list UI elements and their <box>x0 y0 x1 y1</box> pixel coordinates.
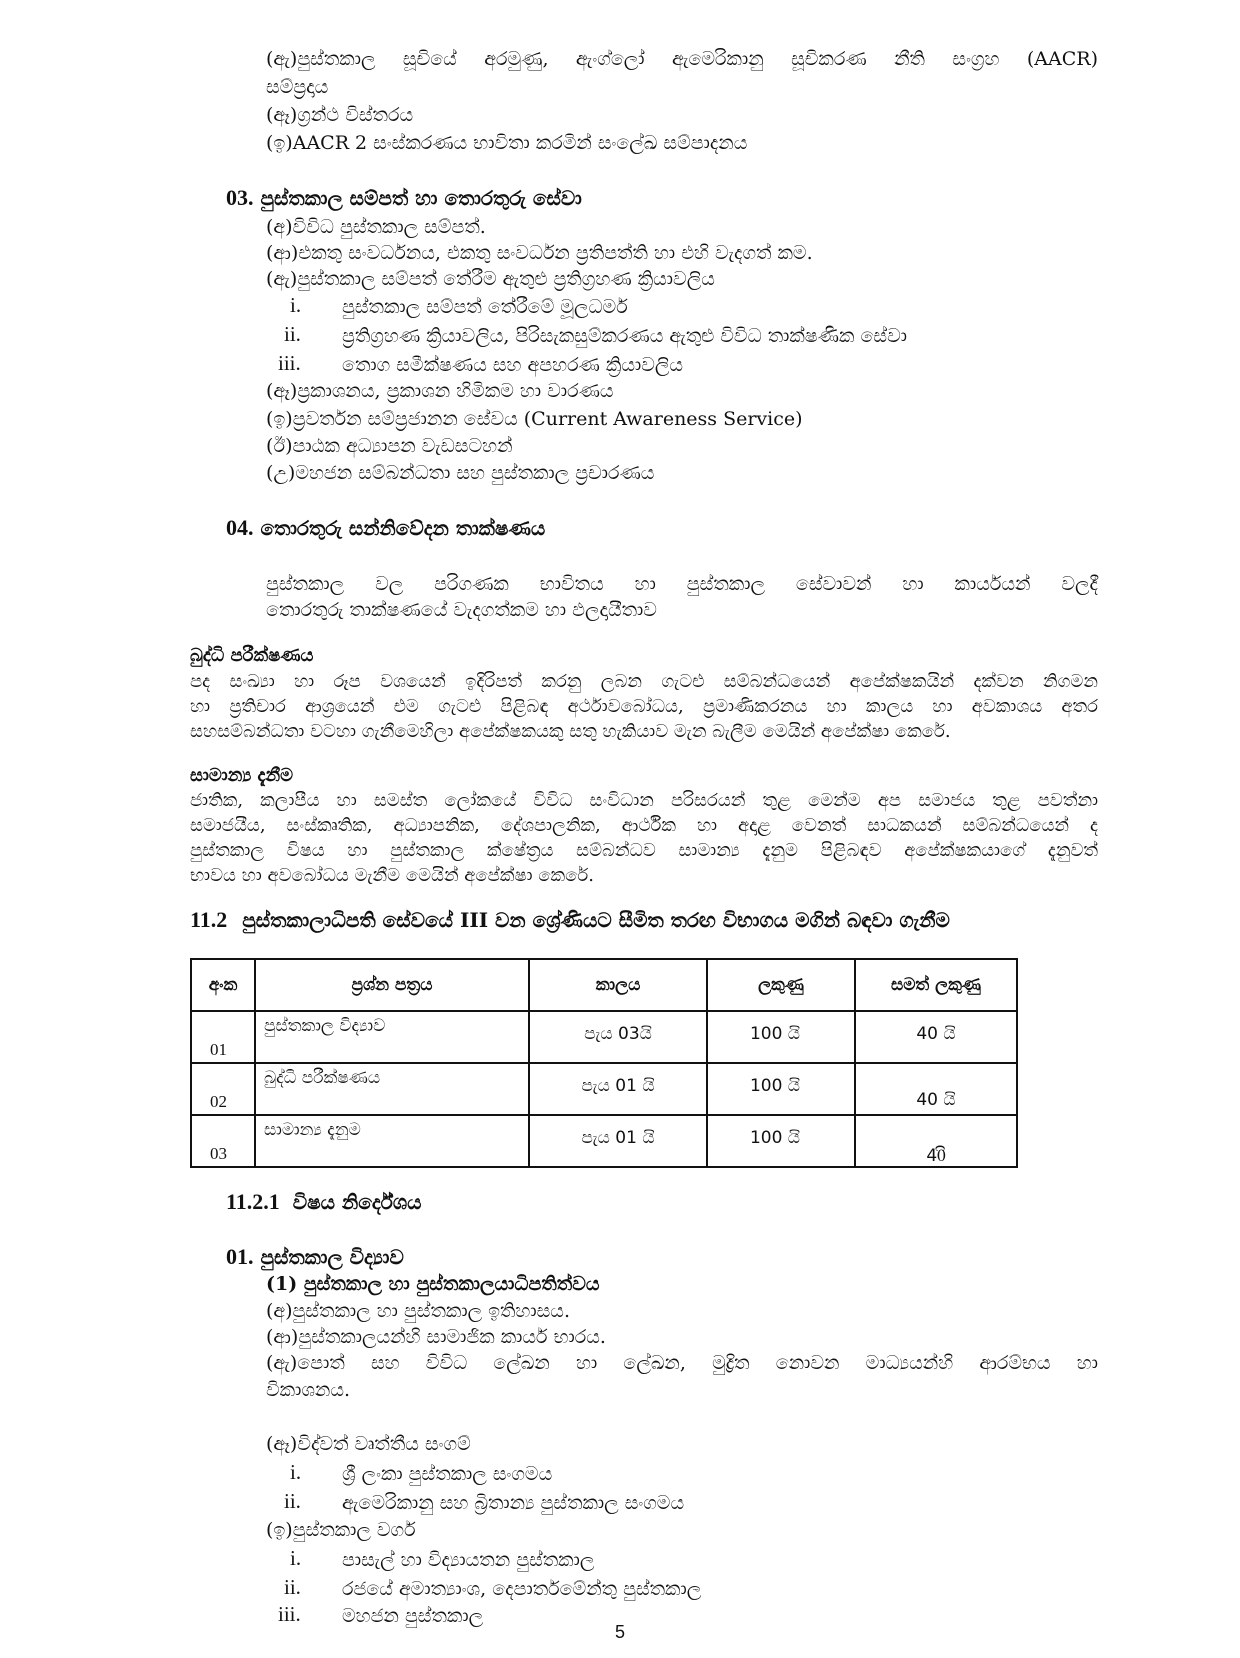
sec01-item-ae-cont: විකාශනය. <box>266 1379 351 1401</box>
page-number: 5 <box>614 1622 625 1642</box>
sec03-item-ii: (ඊ)පාඨක අධ්‍යාපන වැඩසටහන් <box>266 435 513 457</box>
sec01-item-aa: (ආ)පුස්තකාලයන්හි සාමාජික කාර්ය භාරය. <box>266 1326 606 1348</box>
sec03-item-i: (ඉ)ප්‍රවර්තන සම්ප්‍රජානන සේවය (Current Awareness Service) <box>266 408 803 430</box>
sec04-paragraph-line1: පුස්තකාල වල පරිගණක භාවිතය හා පුස්තකාල සේවාවන් හා කාර්යයන් වලදී <box>266 573 1098 595</box>
item-aee-bibliography: (ඈ)ග්‍රන්ථ විස්තරය <box>266 104 414 126</box>
sec01-item-i: (ඉ)පුස්තකාල වර්ග <box>266 1519 416 1541</box>
sec03-sub-num-3: iii. <box>278 351 301 375</box>
sec01-item-aee: (ඈ)විද්වත් වෘත්තීය සංගම් <box>266 1433 471 1455</box>
sec01-subB-text-1: පාසැල් හා විද්‍යායතන පුස්තකාල <box>342 1549 595 1571</box>
sec01-subB-num-3: iii. <box>278 1602 301 1626</box>
sec01-subB-num-1: i. <box>290 1546 302 1570</box>
cell-paper <box>255 1063 529 1115</box>
item-ae-catalogue-cont: සම්ප්‍රදාය <box>266 76 329 98</box>
sec01-item-a: (අ)පුස්තකාල හා පුස්තකාල ඉතිහාසය. <box>266 1300 570 1322</box>
cell-paper <box>255 1115 529 1167</box>
sec01-subB-num-2: ii. <box>284 1575 301 1599</box>
cell-time <box>529 1011 707 1063</box>
sec03-sub-num-1: i. <box>290 293 302 317</box>
section-03-heading <box>226 186 582 210</box>
cell-marks-text: 100 යි <box>749 1076 801 1096</box>
sec01-subheading-1: (1) පුස්තකාල හා පුස්තකාලයාධිපතිත්වය <box>266 1273 600 1295</box>
intelligence-test-heading: බුද්ධි පරීක්ෂණය <box>190 645 314 666</box>
section-01-title: පුස්තකාල විද්‍යාව <box>260 1245 404 1269</box>
cell-number <box>191 1011 255 1063</box>
section-04-number: 04. <box>226 515 254 540</box>
section-03-number: 03. <box>226 185 254 210</box>
cell-number-text: 02 <box>210 1092 227 1111</box>
sec01-subA-text-1: ශ්‍රී ලංකා පුස්තකාල සංගමය <box>342 1463 553 1485</box>
sec01-subA-text-2: ඇමෙරිකානු සහ බ්‍රිතාන්‍ය පුස්තකාල සංගමය <box>342 1492 685 1514</box>
cell-marks-text: 100 යි <box>749 1128 801 1148</box>
section-11-2-1-heading <box>226 1190 422 1214</box>
cell-paper-text: පුස්තකාල විද්‍යාව <box>264 1016 386 1036</box>
general-knowledge-line1: ජාතික, කලාපීය හා සමස්ත ලෝකයේ විවිධ සංවිධාන පරිසරයන් තුළ මෙන්ම අප සමාජය තුළ පවත්නා <box>190 790 1098 811</box>
col-header-time: කාලය <box>529 959 707 1011</box>
section-04-title: තොරතුරු සන්නිවේදන තාක්ෂණය <box>260 516 546 540</box>
sec03-sub-text-2: ප්‍රතිග්‍රහණ ක්‍රියාවලිය, පිරිසැකසුම්කරණය ඇතුළු විවිධ තාක්ෂණික සේවා <box>342 325 907 347</box>
col-header-pass-marks: සමත් ලකුණු <box>855 959 1017 1011</box>
sec03-sub-num-2: ii. <box>284 322 301 346</box>
section-01-number: 01. <box>226 1244 254 1269</box>
section-11-2-heading <box>190 908 950 932</box>
cell-time-text: පැය 01 යි <box>581 1076 655 1096</box>
intelligence-test-line1: පද සංඛ්‍යා හා රූප වශයෙන් ඉදිරිපත් කරනු ලබන ගැටළු සම්බන්ධයෙන් අපේක්ෂකයින් දක්වන නිගමන <box>190 671 1098 692</box>
item-i-aacr2: (ඉ)AACR 2 සංස්කරණය භාවිතා කරමින් සංලේඛ සම්පාදනය <box>266 132 748 154</box>
sec01-subA-num-1: i. <box>290 1460 302 1484</box>
col-header-paper: ප්‍රශ්න පත්‍රය <box>255 959 529 1011</box>
item-ae-catalogue: (ඇ)පුස්තකාල සූචියේ අරමුණු, ඇංග්ලෝ ඇමෙරිකානු සූචිකරණ නීති සංග්‍රහ (AACR) <box>266 48 1098 70</box>
cell-number <box>191 1115 255 1167</box>
sec03-item-u: (උ)මහජන සම්බන්ධතා සහ පුස්තකාල ප්‍රචාරණය <box>266 462 655 484</box>
cell-time <box>529 1063 707 1115</box>
general-knowledge-heading: සාමාන්‍ය දැනීම <box>190 765 294 786</box>
section-11-2-number: 11.2 <box>190 907 228 932</box>
cell-pass <box>855 1115 1017 1167</box>
sec01-subA-num-2: ii. <box>284 1489 301 1513</box>
general-knowledge-line3: පුස්තකාල විෂය හා පුස්තකාල ක්ෂේත්‍රය සම්බන්ධව සාමාන්‍ය දැනුම පිළිබඳව අපේක්ෂකයාගේ දැනුවත් <box>190 840 1098 861</box>
section-11-2-1-title: විෂය නිර්දේශය <box>292 1190 422 1214</box>
cell-time-text: පැය 01 යි <box>581 1128 655 1148</box>
sec03-item-ae: (ඇ)පුස්තකාල සම්පත් තේරීම ඇතුළු ප්‍රතිග්‍රහණ ක්‍රියාවලිය <box>266 268 715 290</box>
general-knowledge-line2: සමාජයීය, සංස්කෘතික, අධ්‍යාපනික, දේශපාලනික, ආර්ථික හා අදාළ වෙනත් සාධකයන් සම්බන්ධයෙන් ද <box>190 815 1098 836</box>
table-row <box>191 1063 1017 1115</box>
cell-paper <box>255 1011 529 1063</box>
sec03-item-a: (අ)විවිධ පුස්තකාල සම්පත්. <box>266 216 486 238</box>
exam-table <box>190 958 1018 1168</box>
cell-marks <box>707 1115 855 1167</box>
table-row <box>191 1115 1017 1167</box>
cell-pass-text: 40 යි <box>916 1024 956 1044</box>
sec03-item-aee: (ඈ)ප්‍රකාශනය, ප්‍රකාශන හිමිකම හා වාරණය <box>266 380 614 402</box>
section-11-2-1-number: 11.2.1 <box>226 1189 280 1214</box>
cell-pass-text: 40ි <box>926 1146 946 1166</box>
cell-marks <box>707 1011 855 1063</box>
sec03-sub-text-3: තොග සමීක්ෂණය සහ අපහරණ ක්‍රියාවලිය <box>342 354 684 376</box>
cell-number-text: 03 <box>210 1144 227 1163</box>
intelligence-test-line2: හා ප්‍රතිචාර ආශ්‍රයෙන් එම ගැටළු පිළිබඳ අර්ථාවබෝධය, ප්‍රමාණිකරනය හා කාලය හා අවකාශය අතර <box>190 696 1098 717</box>
table-header-row <box>191 959 1017 1011</box>
cell-marks <box>707 1063 855 1115</box>
cell-paper-text: බුද්ධි පරීක්ෂණය <box>264 1068 381 1088</box>
sec01-item-ae: (ඇ)පොත් සහ විවිධ ලේඛන හා ලේඛන, මුද්‍රිත නොවන මාධ්‍යයන්හි ආරම්භය හා <box>266 1352 1098 1374</box>
cell-number-text: 01 <box>210 1040 227 1059</box>
intelligence-test-line3: සහසම්බන්ධතා වටහා ගැනීමෙහිලා අපේක්ෂකයකු සතු හැකියාව මැන බැලීම මෙයින් අපේක්ෂා කෙරේ. <box>190 721 951 742</box>
section-04-heading <box>226 516 545 540</box>
cell-pass <box>855 1063 1017 1115</box>
table-row <box>191 1011 1017 1063</box>
cell-pass-text: 40 යි <box>916 1090 956 1110</box>
section-11-2-title: පුස්තකාලාධිපති සේවයේ III වන ශ්‍රේණියට සීමිත තරඟ විභාගය මගින් බඳවා ගැනීම <box>242 908 950 932</box>
sec01-subB-text-2: රජයේ අමාත්‍යාංශ, දෙපාර්තමේන්තු පුස්තකාල <box>342 1578 702 1600</box>
sec01-subB-text-3: මහජන පුස්තකාල <box>342 1605 484 1627</box>
col-header-marks: ලකුණු <box>707 959 855 1011</box>
sec04-paragraph-line2: තොරතුරු තාක්ෂණයේ වැදගත්කම හා ඵලදායීතාව <box>266 599 657 621</box>
cell-paper-text: සාමාන්‍ය දැනුම <box>264 1120 361 1140</box>
general-knowledge-line4: භාවය හා අවබෝධය මැනීම මෙයින් අපේක්ෂා කෙරේ. <box>190 865 595 886</box>
col-header-number: අංක <box>191 959 255 1011</box>
section-01-heading <box>226 1245 404 1269</box>
cell-time-text: පැය 03යි <box>584 1024 652 1044</box>
cell-number <box>191 1063 255 1115</box>
section-03-title: පුස්තකාල සම්පත් හා තොරතුරු සේවා <box>260 186 582 210</box>
cell-time <box>529 1115 707 1167</box>
sec03-item-aa: (ආ)එකතු සංවර්ධනය, එකතු සංවර්ධන ප්‍රතිපත්ති හා එහි වැදගත් කම. <box>266 242 813 264</box>
cell-marks-text: 100 යි <box>749 1024 801 1044</box>
sec03-sub-text-1: පුස්තකාල සම්පත් තේරීමේ මූලධර්ම <box>342 296 628 318</box>
cell-pass <box>855 1011 1017 1063</box>
